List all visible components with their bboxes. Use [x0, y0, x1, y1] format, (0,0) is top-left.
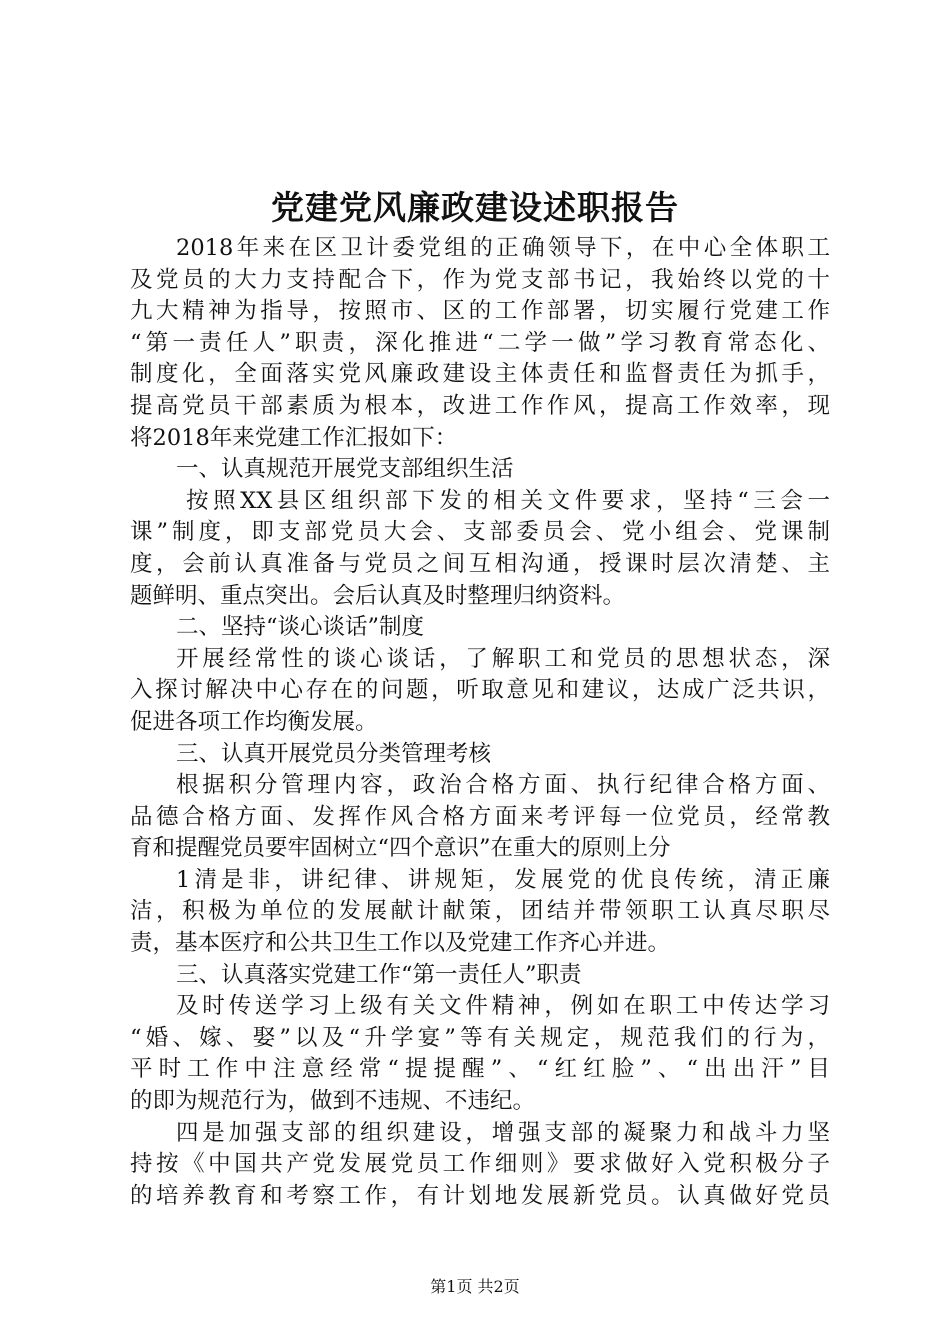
paragraph-line: 的培养教育和考察工作，有计划地发展新党员。认真做好党员 [130, 1182, 830, 1209]
paragraph-line: 题鲜明、重点突出。会后认真及时整理归纳资料。 [130, 582, 626, 609]
paragraph-line: 平时工作中注意经常“提提醒”、“红红脸”、“出出汗”目 [130, 1056, 830, 1083]
paragraph-line: 四是加强支部的组织建设，增强支部的凝聚力和战斗力坚 [176, 1119, 830, 1146]
paragraph-line: “婚、嫁、娶”以及“升学宴”等有关规定，规范我们的行为， [130, 1024, 830, 1051]
paragraph-line: 入探讨解决中心存在的问题，听取意见和建议，达成广泛共识， [130, 677, 830, 704]
paragraph-line: 育和提醒党员要牢固树立“四个意识”在重大的原则上分 [130, 835, 671, 862]
paragraph-line: 按照XX县区组织部下发的相关文件要求，坚持“三会一 [186, 487, 830, 514]
paragraph-line: 洁，积极为单位的发展献计献策，团结并带领职工认真尽职尽 [130, 898, 830, 925]
page-number-footer: 第1页 共2页 [430, 1277, 520, 1296]
paragraph-line: 及党员的大力支持配合下，作为党支部书记，我始终以党的十 [130, 266, 830, 293]
document-body [130, 233, 830, 1212]
paragraph-line: 根据积分管理内容，政治合格方面、执行纪律合格方面、 [176, 772, 830, 799]
paragraph-line: 开展经常性的谈心谈话，了解职工和党员的思想状态，深 [176, 645, 830, 672]
section-heading: 二、坚持“谈心谈话”制度 [176, 614, 425, 641]
paragraph-line: 1清是非，讲纪律、讲规矩，发展党的优良传统，清正廉 [176, 866, 830, 893]
paragraph-line: 度，会前认真准备与党员之间互相沟通，授课时层次清楚、主 [130, 550, 830, 577]
section-heading: 一、认真规范开展党支部组织生活 [176, 456, 514, 483]
paragraph-line: 将2018年来党建工作汇报如下： [130, 424, 458, 451]
paragraph-line: 及时传送学习上级有关文件精神，例如在职工中传达学习 [176, 993, 830, 1020]
paragraph-line: 持按《中国共产党发展党员工作细则》要求做好入党积极分子 [130, 1151, 830, 1178]
section-heading: 三、认真开展党员分类管理考核 [176, 740, 492, 767]
paragraph-line: 品德合格方面、发挥作风合格方面来考评每一位党员，经常教 [130, 803, 830, 830]
document-title: 党建党风廉政建设述职报告 [271, 188, 679, 227]
paragraph-line: 制度化，全面落实党风廉政建设主体责任和监督责任为抓手， [130, 361, 830, 388]
paragraph-line: 2018年来在区卫计委党组的正确领导下，在中心全体职工 [176, 235, 830, 261]
paragraph-line: 促进各项工作均衡发展。 [130, 708, 378, 735]
section-heading: 三、认真落实党建工作“第一责任人”职责 [176, 961, 582, 988]
paragraph-line: “第一责任人”职责，深化推进“二学一做”学习教育常态化、 [130, 329, 830, 356]
paragraph-line: 提高党员干部素质为根本，改进工作作风，提高工作效率，现 [130, 392, 830, 419]
paragraph-line: 课”制度，即支部党员大会、支部委员会、党小组会、党课制 [130, 519, 830, 546]
paragraph-line: 责，基本医疗和公共卫生工作以及党建工作齐心并进。 [130, 930, 671, 957]
paragraph-line: 的即为规范行为，做到不违规、不违纪。 [130, 1088, 536, 1115]
paragraph-line: 九大精神为指导，按照市、区的工作部署，切实履行党建工作 [130, 298, 830, 325]
